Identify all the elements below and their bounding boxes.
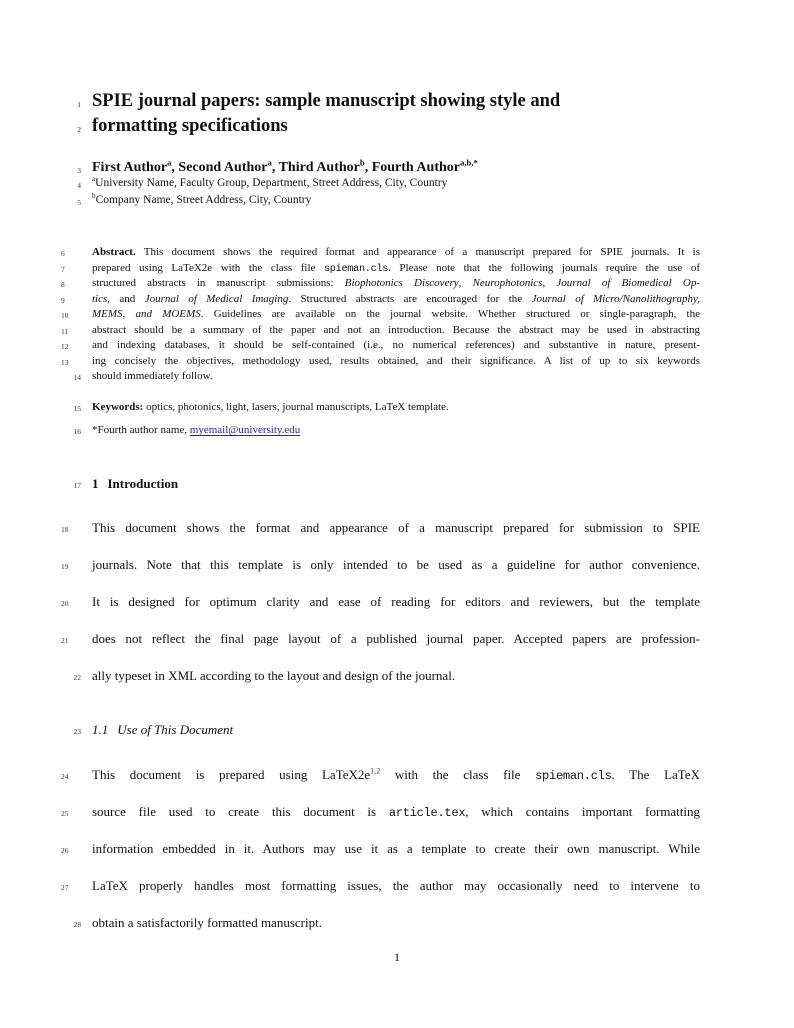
line-number: 1 xyxy=(77,100,81,109)
text-run: 1 xyxy=(92,476,99,491)
text-run: SPIE journal papers: sample manuscript showing style and xyxy=(92,91,561,111)
line-number: 28 xyxy=(73,920,81,929)
body-line xyxy=(61,804,700,820)
line-number: 4 xyxy=(77,181,81,190)
line-number: 24 xyxy=(61,772,69,781)
section-heading-introduction xyxy=(73,476,700,491)
abstract-line xyxy=(61,308,700,321)
text-run: Journal of Micro/Nanolithography, xyxy=(531,293,700,305)
text-run: information embedded in it. Authors may use it as a template to create their own manuscript. While xyxy=(92,841,700,856)
text-run: . Structured abstracts are encouraged for the xyxy=(288,293,532,305)
page-number: 1 xyxy=(394,950,400,964)
text-run: Company Name, Street Address, City, Country xyxy=(95,194,312,206)
line-number: 5 xyxy=(77,198,81,207)
abstract-text xyxy=(92,277,700,289)
line-number: 12 xyxy=(61,342,69,351)
abstract-line xyxy=(73,370,700,383)
body-text xyxy=(92,767,700,782)
text-run: prepared using LaTeX2e with the class file xyxy=(92,262,324,274)
line-number: 10 xyxy=(61,311,69,320)
text-run: , Third Author xyxy=(271,160,360,175)
text-run: ing concisely the objectives, methodology used, results obtained, and their significance. A list of up to six keywords xyxy=(92,355,700,367)
text-run: and indexing databases, it should be self-contained (i.e., no numerical references) and substantive in nature, present- xyxy=(92,339,700,351)
text-run: spieman.cls xyxy=(535,769,612,783)
text-run: ally typeset in XML according to the layout and design of the journal. xyxy=(92,668,456,683)
text-run: Biophotonics Discovery xyxy=(344,277,459,289)
body-text xyxy=(92,668,455,683)
text-run: formatting specifications xyxy=(92,116,288,136)
abstract-text xyxy=(92,308,700,320)
text-run: LaTeX properly handles most formatting issues, the author may occasionally need to intervene to xyxy=(92,878,700,893)
body-text xyxy=(92,915,322,930)
paper-title-line-1 xyxy=(77,91,700,113)
abstract-text xyxy=(92,324,700,336)
abstract-text xyxy=(92,355,700,367)
line-number: 11 xyxy=(61,327,69,336)
paper-title-text xyxy=(92,91,560,111)
body-text xyxy=(92,557,700,572)
line-number: 17 xyxy=(73,481,81,490)
text-run: , and xyxy=(107,293,145,305)
text-run: . Guidelines are available on the journal website. Whether structured or single-paragraph, the xyxy=(200,308,700,320)
body-line xyxy=(61,766,700,783)
abstract-line xyxy=(61,324,700,337)
correspondence-text xyxy=(92,424,300,436)
line-number: 3 xyxy=(77,166,81,175)
body-line xyxy=(73,915,700,930)
text-run: , Fourth Author xyxy=(364,160,460,175)
line-number: 23 xyxy=(73,727,81,736)
body-line xyxy=(61,520,700,535)
email-link[interactable]: myemail@university.edu xyxy=(189,424,301,436)
line-number: 21 xyxy=(61,636,69,645)
affiliation-text xyxy=(92,194,311,206)
abstract-line xyxy=(61,355,700,368)
line-number: 27 xyxy=(61,883,69,892)
body-line xyxy=(61,557,700,572)
body-line xyxy=(61,594,700,609)
abstract-text xyxy=(92,262,700,274)
citation-link[interactable]: 1,2 xyxy=(370,766,381,776)
text-run: It is designed for optimum clarity and ease of reading for editors and reviewers, but the template xyxy=(92,594,700,609)
text-run: This document shows the required format and appearance of a manuscript prepared for SPIE journals. It is xyxy=(135,246,700,258)
text-run: First Author xyxy=(92,160,168,175)
paper-title-line-2 xyxy=(77,116,700,138)
text-run: article.tex xyxy=(388,806,466,820)
line-number: 2 xyxy=(77,125,81,134)
line-number: 18 xyxy=(61,525,69,534)
line-number: 7 xyxy=(61,265,65,274)
line-number: 25 xyxy=(61,809,69,818)
text-run: . The LaTeX xyxy=(611,767,700,782)
text-run: a xyxy=(167,157,172,168)
line-number: 14 xyxy=(73,373,81,382)
authors-text xyxy=(92,157,478,175)
authors-line xyxy=(77,157,700,177)
subsection-heading-text xyxy=(92,722,233,737)
correspondence-line xyxy=(73,424,700,437)
abstract-line xyxy=(61,277,700,290)
text-run: Neurophotonics xyxy=(472,277,543,289)
abstract-text xyxy=(92,370,213,382)
body-line xyxy=(61,878,700,893)
text-run: source file used to create this document is xyxy=(92,804,389,819)
abstract-line xyxy=(61,339,700,352)
text-run: University Name, Faculty Group, Department, Street Address, City, Country xyxy=(95,177,448,189)
text-run: does not reflect the final page layout of a published journal paper. Accepted papers are profession- xyxy=(92,631,700,646)
abstract-line xyxy=(61,293,700,306)
line-number: 9 xyxy=(61,296,65,305)
body-text xyxy=(92,594,700,609)
text-run: spieman.cls xyxy=(323,263,389,275)
keywords-line xyxy=(73,401,700,414)
line-number: 16 xyxy=(73,427,81,436)
body-line xyxy=(73,668,700,683)
text-run: , xyxy=(542,277,557,289)
abstract-line xyxy=(61,246,700,259)
text-run: MEMS, and MOEMS xyxy=(92,308,201,320)
text-run: *Fourth author name, xyxy=(92,424,190,436)
text-run: , Second Author xyxy=(171,160,268,175)
text-run: with the class file xyxy=(380,767,536,782)
text-run: structured abstracts in manuscript submissions: xyxy=(92,277,345,289)
abstract-text xyxy=(92,293,700,305)
abstract-text xyxy=(92,246,700,258)
text-run: 1.1 xyxy=(92,722,109,737)
line-number: 22 xyxy=(73,673,81,682)
abstract-line xyxy=(61,262,700,275)
text-run: a xyxy=(92,175,96,184)
text-run: b xyxy=(359,157,365,168)
text-run: This document shows the format and appearance of a manuscript prepared for submission to SPIE xyxy=(92,520,700,535)
body-text xyxy=(92,878,700,893)
line-number: 26 xyxy=(61,846,69,855)
text-run: Keywords: xyxy=(92,401,144,413)
body-text xyxy=(92,804,700,819)
text-run: a,b,* xyxy=(460,157,478,168)
text-run: This document is prepared using LaTeX2e xyxy=(92,767,371,782)
text-run: , which contains important formatting xyxy=(465,804,700,819)
text-run: tics xyxy=(92,293,108,305)
text-run: a xyxy=(267,157,272,168)
subsection-heading-use-of-this-document xyxy=(73,722,700,737)
text-run: abstract should be a summary of the paper and not an introduction. Because the abstract may be used in abstracting xyxy=(92,324,700,336)
text-run: Introduction xyxy=(107,476,179,491)
body-text xyxy=(92,631,700,646)
text-run: should immediately follow. xyxy=(92,370,213,382)
text-run: Abstract. xyxy=(92,246,136,258)
body-line xyxy=(61,841,700,856)
line-number: 15 xyxy=(73,404,81,413)
text-run: Journal of Medical Imaging xyxy=(144,293,289,305)
affiliation-line-a xyxy=(77,175,700,191)
body-text xyxy=(92,520,700,535)
affiliation-text xyxy=(92,177,447,189)
body-text xyxy=(92,841,700,856)
text-run: obtain a satisfactorily formatted manuscript. xyxy=(92,915,322,930)
line-number: 19 xyxy=(61,562,69,571)
text-run: Use of This Document xyxy=(117,722,234,737)
paper-title-text xyxy=(92,116,288,136)
keywords-text xyxy=(92,401,449,413)
text-run: , xyxy=(458,277,473,289)
text-run: Journal of Biomedical Op- xyxy=(556,277,700,289)
line-number: 13 xyxy=(61,358,69,367)
text-run: journals. Note that this template is only intended to be used as a guideline for author convenience. xyxy=(92,557,700,572)
abstract-text xyxy=(92,339,700,351)
section-heading-text xyxy=(92,476,178,491)
affiliation-line-b xyxy=(77,192,700,208)
line-number: 20 xyxy=(61,599,69,608)
text-run: b xyxy=(92,192,96,201)
text-run: . Please note that the following journals require the use of xyxy=(388,262,700,274)
text-run: optics, photonics, light, lasers, journal manuscripts, LaTeX template. xyxy=(143,401,449,413)
line-number: 6 xyxy=(61,249,65,258)
line-number: 8 xyxy=(61,280,65,289)
body-line xyxy=(61,631,700,646)
